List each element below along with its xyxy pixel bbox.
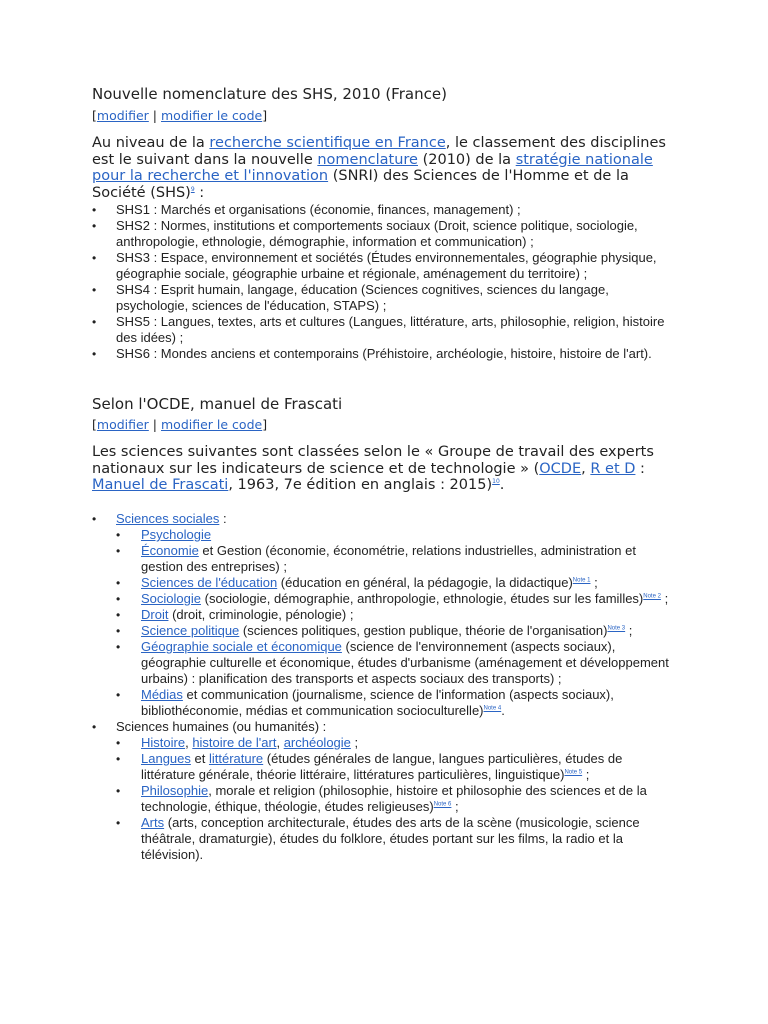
- modifier-code-link[interactable]: modifier le code: [161, 108, 263, 123]
- link-droit[interactable]: Droit: [141, 607, 169, 622]
- item-text: ;: [350, 735, 359, 750]
- sublist-item-arts: [116, 815, 672, 863]
- link-science-politique[interactable]: Science politique: [141, 623, 240, 638]
- edit-links-section2: [92, 417, 267, 432]
- sublist-item-science-politique: [116, 623, 672, 639]
- link-sciences-education[interactable]: Sciences de l'éducation: [141, 575, 278, 590]
- intro-text: .: [499, 477, 505, 493]
- reference-9[interactable]: 9: [190, 185, 195, 193]
- link-geographie[interactable]: Géographie sociale et économique: [141, 639, 342, 654]
- sublist-item-sociologie: [116, 591, 672, 607]
- sublist-item-philosophie: [116, 783, 672, 815]
- list-item-shs6: • SHS6 : Mondes anciens et contemporains (Préhistoire, archéologie, histoire, histoire de l'art).: [92, 346, 672, 362]
- separator: |: [148, 417, 161, 432]
- note-2-link[interactable]: Note 2: [643, 593, 661, 600]
- list-item-shs1: • SHS1 : Marchés et organisations (économie, finances, management) ;: [92, 202, 672, 218]
- link-medias[interactable]: Médias: [141, 687, 183, 702]
- sublist-item-medias: [116, 687, 672, 719]
- item-text: (droit, criminologie, pénologie) ;: [168, 607, 354, 622]
- bracket-open: [: [92, 108, 97, 123]
- ocde-list: [92, 511, 672, 863]
- intro-text: :: [635, 460, 645, 477]
- bracket-open: [: [92, 417, 97, 432]
- modifier-link[interactable]: modifier: [96, 108, 149, 123]
- note-5-link[interactable]: Note 5: [564, 769, 583, 776]
- link-nomenclature[interactable]: nomenclature: [317, 151, 418, 168]
- list-item-shs3: • SHS3 : Espace, environnement et sociétés (Études environnementales, géographie physique, géographie sociale, géographie urbaine et régionale, aménagement du territoire) ;: [92, 250, 672, 282]
- intro-text: , le classement des disciplines est le suivant dans la nouvelle: [92, 135, 666, 168]
- item-text: (sciences politiques, gestion publique, théorie de l'organisation): [239, 623, 608, 638]
- list-item-sciences-humaines: [92, 719, 672, 863]
- intro-text: (SNRI) des Sciences de l'Homme et de la Société (SHS): [92, 168, 629, 201]
- link-psychologie[interactable]: Psychologie: [141, 527, 212, 542]
- sublist-item-psychologie: [116, 527, 672, 543]
- link-r-et-d[interactable]: R et D: [590, 460, 636, 477]
- link-litterature[interactable]: littérature: [208, 751, 264, 766]
- sublist-item-education: [116, 575, 672, 591]
- item-text: (science de l'environnement (aspects sociaux), géographie culturelle et économique, études d'urbanisme (aménagement et développement urbains) : planification des transports et aspects sociaux des transports) ;: [141, 639, 669, 686]
- shs-list: [92, 202, 672, 362]
- modifier-code-link[interactable]: modifier le code: [161, 417, 263, 432]
- link-arts[interactable]: Arts: [141, 815, 165, 830]
- item-text: ;: [590, 575, 598, 590]
- link-langues[interactable]: Langues: [141, 751, 191, 766]
- link-sociologie[interactable]: Sociologie: [141, 591, 201, 606]
- section2-intro: [92, 444, 682, 494]
- note-3-link[interactable]: Note 3: [607, 625, 626, 632]
- note-1-link[interactable]: Note 1: [572, 577, 591, 584]
- item-text: et Gestion (économie, économétrie, relations industrielles, administration et gestion des entreprises) ;: [141, 543, 636, 574]
- item-text: et: [190, 751, 209, 766]
- link-archeologie[interactable]: archéologie: [283, 735, 351, 750]
- link-manuel-frascati[interactable]: Manuel de Frascati: [92, 477, 229, 493]
- section-heading-shs: Nouvelle nomenclature des SHS, 2010 (France): [92, 85, 447, 103]
- note-6-link[interactable]: Note 6: [433, 801, 452, 808]
- sublist-item-histoire: [116, 735, 672, 751]
- bracket-close: ]: [262, 417, 268, 432]
- label-suffix: :: [219, 511, 227, 526]
- item-text: ;: [660, 591, 669, 606]
- bracket-close: ]: [262, 108, 268, 123]
- edit-links-section1: [92, 108, 267, 123]
- sciences-humaines-sublist: [116, 735, 672, 863]
- list-item-shs4: • SHS4 : Esprit humain, langage, éducation (Sciences cognitives, sciences du langage, psychologie, sciences de l'éducation, STAPS) ;: [92, 282, 672, 314]
- link-snri[interactable]: stratégie nationale pour la recherche et l'innovation: [92, 151, 653, 184]
- item-text: ,: [185, 735, 193, 750]
- sublist-item-economie: [116, 543, 672, 575]
- item-text: , morale et religion (philosophie, histoire et philosophie des sciences et de la technologie, éthique, théologie, études religieuses): [141, 783, 647, 814]
- item-text: et communication (journalisme, science de l'information (aspects sociaux), bibliothéconomie, médias et communication socioculturelle): [141, 687, 614, 718]
- intro-text: , 1963, 7e édition en anglais : 2015): [228, 477, 493, 493]
- sublist-item-geographie: [116, 639, 672, 687]
- list-item-shs2: • SHS2 : Normes, institutions et comportements sociaux (Droit, science politique, sociologie, anthropologie, ethnologie, démographie, information et communication) ;: [92, 218, 672, 250]
- section-heading-ocde: Selon l'OCDE, manuel de Frascati: [92, 395, 343, 413]
- item-text: ;: [582, 767, 590, 782]
- intro-text: ,: [581, 460, 591, 477]
- item-text: ,: [276, 735, 284, 750]
- link-sciences-sociales[interactable]: Sciences sociales: [116, 511, 220, 526]
- section1-intro: [92, 135, 682, 201]
- sublist-item-droit: [116, 607, 672, 623]
- item-text: ;: [451, 799, 459, 814]
- item-text: .: [501, 703, 505, 718]
- link-recherche-scientifique[interactable]: recherche scientifique en France: [209, 135, 446, 151]
- item-text: (sociologie, démographie, anthropologie, ethnologie, études sur les familles): [201, 591, 644, 606]
- intro-text: Au niveau de la: [92, 135, 210, 151]
- sciences-humaines-label: Sciences humaines (ou humanités) :: [116, 719, 327, 734]
- item-text: (éducation en général, la pédagogie, la didactique): [277, 575, 573, 590]
- intro-text: Les sciences suivantes sont classées selon le « Groupe de travail des experts nationaux sur les indicateurs de science et de technologie » (: [92, 444, 654, 477]
- link-ocde[interactable]: OCDE: [539, 460, 582, 477]
- note-4-link[interactable]: Note 4: [483, 705, 502, 712]
- link-economie[interactable]: Économie: [141, 543, 199, 558]
- reference-10[interactable]: 10: [492, 478, 500, 486]
- item-text: ;: [625, 623, 633, 638]
- list-item-sciences-sociales: [92, 511, 672, 719]
- sciences-sociales-sublist: [116, 527, 672, 719]
- sublist-item-langues: [116, 751, 672, 783]
- list-item-shs5: • SHS5 : Langues, textes, arts et cultures (Langues, littérature, arts, philosophie, religion, histoire des idées) ;: [92, 314, 672, 346]
- item-text: (arts, conception architecturale, études des arts de la scène (musicologie, science théâtrale, dramaturgie), études du folklore, études portant sur les films, la radio et la télévision).: [141, 815, 640, 862]
- link-histoire-art[interactable]: histoire de l'art: [192, 735, 277, 750]
- modifier-link[interactable]: modifier: [96, 417, 149, 432]
- separator: |: [148, 108, 161, 123]
- item-text: (études générales de langue, langues particulières, études de littérature générale, théorie littéraire, littératures particulières, linguistique): [141, 751, 623, 782]
- link-philosophie[interactable]: Philosophie: [141, 783, 209, 798]
- intro-text: :: [194, 184, 205, 201]
- link-histoire[interactable]: Histoire: [141, 735, 186, 750]
- intro-text: (2010) de la: [417, 151, 516, 168]
